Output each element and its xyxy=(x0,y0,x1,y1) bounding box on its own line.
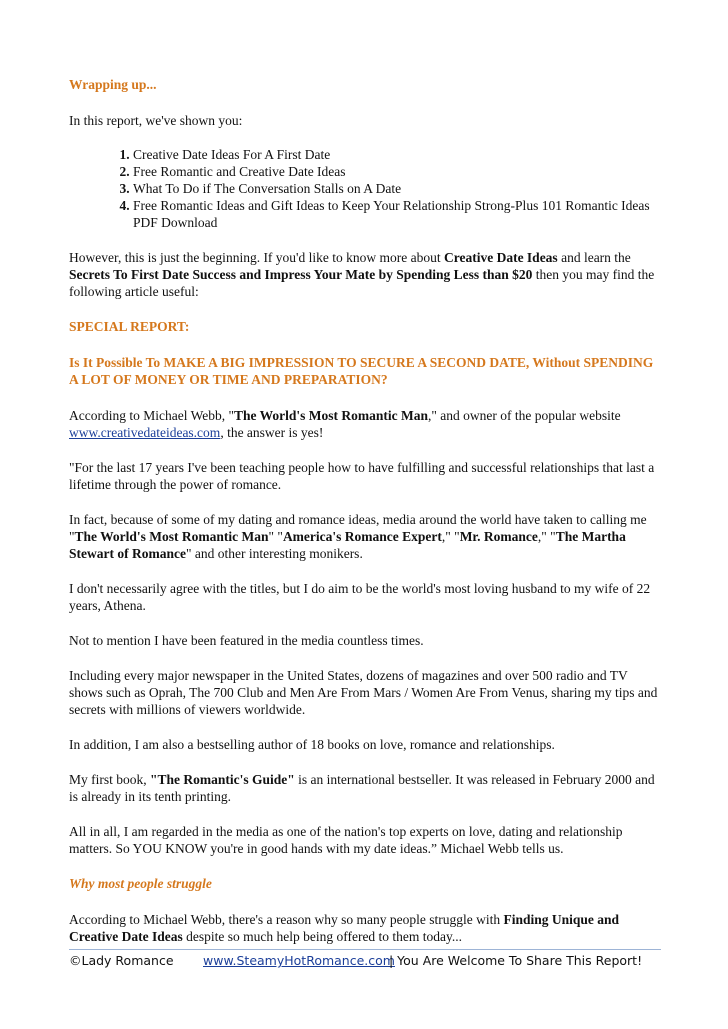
footer-website-link[interactable]: www.SteamyHotRomance.com xyxy=(203,953,395,968)
infact-paragraph: In fact, because of some of my dating and romance ideas, media around the world have taken to calling me "The World's Most Romantic Man" "America's Romance Expert," "Mr. Romance," "The Martha Stewart of Romance" and other interesting monikers. xyxy=(69,512,647,561)
footer-share-note: | You Are Welcome To Share This Report! xyxy=(389,953,643,968)
titles-paragraph: I don't necessarily agree with the titles, but I do aim to be the world's most loving husband to my wife of 22 years, Athena. xyxy=(69,581,651,613)
section-heading-wrapping-up: Wrapping up... xyxy=(69,77,157,92)
big-question-heading: Is It Possible To MAKE A BIG IMPRESSION TO SECURE A SECOND DATE, Without SPENDING A LOT OF MONEY OR TIME AND PREPARATION? xyxy=(69,355,654,387)
including-paragraph: Including every major newspaper in the United States, dozens of magazines and over 500 radio and TV shows such as Oprah, The 700 Club and Men Are From Mars / Women Are From Venus, sharing my tips and secrets with millions of viewers worldwide. xyxy=(69,668,658,717)
according-paragraph: According to Michael Webb, "The World's Most Romantic Man," and owner of the popular website www.creativedateideas.com, the answer is yes! xyxy=(69,408,621,440)
last17-paragraph: "For the last 17 years I've been teaching people how to have fulfilling and successful relationships that last a lifetime through the power of romance. xyxy=(69,460,655,492)
special-report-heading: SPECIAL REPORT: xyxy=(69,319,190,334)
list-item: 1. Creative Date Ideas For A First Date xyxy=(133,146,661,163)
however-paragraph: However, this is just the beginning. If you'd like to know more about Creative Date Ideas and learn the Secrets To First Date Success and Impress Your Mate by Spending Less than $20 then you may find the following article useful: xyxy=(69,250,655,299)
list-item: 3. What To Do if The Conversation Stalls on A Date xyxy=(133,180,661,197)
creativedateideas-link[interactable]: www.creativedateideas.com xyxy=(69,425,221,440)
firstbook-paragraph: My first book, "The Romantic's Guide" is an international bestseller. It was released in February 2000 and is already in its tenth printing. xyxy=(69,772,655,804)
summary-list xyxy=(69,146,661,231)
document-body xyxy=(69,76,661,963)
allinall-paragraph: All in all, I am regarded in the media as one of the nation's top experts on love, dating and relationship matters. So YOU KNOW you're in good hands with my date ideas.” Michael Webb tells us. xyxy=(69,824,623,856)
reason-paragraph: According to Michael Webb, there's a reason why so many people struggle with Finding Unique and Creative Date Ideas despite so much help being offered to them today... xyxy=(69,912,620,944)
addition-paragraph: In addition, I am also a bestselling author of 18 books on love, romance and relationships. xyxy=(69,737,555,752)
page-footer xyxy=(69,949,661,972)
list-item: 4. Free Romantic Ideas and Gift Ideas to Keep Your Relationship Strong-Plus 101 Romantic Ideas PDF Download xyxy=(133,197,661,231)
intro-paragraph: In this report, we've shown you: xyxy=(69,113,243,128)
section-heading-why-struggle: Why most people struggle xyxy=(69,876,212,891)
footer-copyright: ©Lady Romance xyxy=(69,953,174,968)
list-item: 2. Free Romantic and Creative Date Ideas xyxy=(133,163,661,180)
media-paragraph: Not to mention I have been featured in the media countless times. xyxy=(69,633,424,648)
